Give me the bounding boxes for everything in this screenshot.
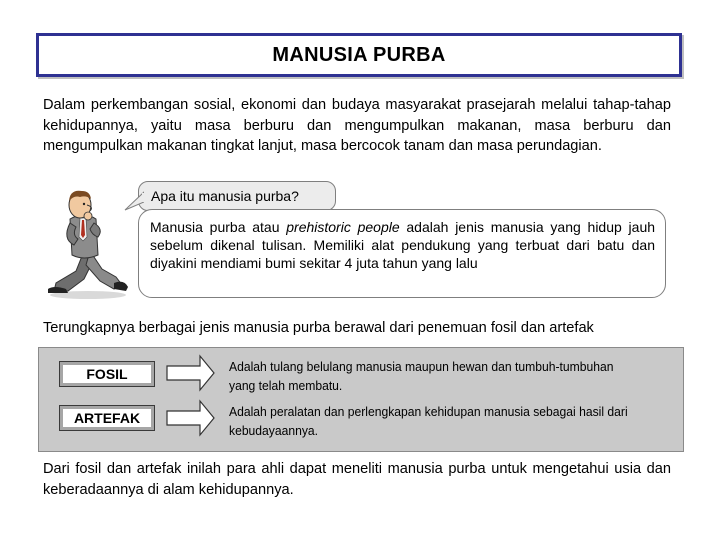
answer-text-end: adalah jenis manusia yang hidup jauh sebelum dikenal tulisan. Memiliki alat pendukung yang terbuat dari batu dan diyakini mendiami bumi sekitar 4 juta tahun yang lalu [150,219,656,271]
arrow-right-icon [166,399,216,437]
title-box [36,33,682,77]
fosil-term: FOSIL [86,366,128,382]
fosil-definition: Adalah tulang belulang manusia maupun hewan dan tumbuh-tumbuhan yang telah membatu. [229,359,614,393]
arrow-right-icon [166,354,216,392]
artefak-term: ARTEFAK [73,410,141,426]
question-bubble [138,181,336,211]
intro-paragraph: Dalam perkembangan sosial, ekonomi dan budaya masyarakat prasejarah melalui tahap-tahap kehidupannya, yaitu masa berburu dan mengumpulkan makanan, masa berburu dan mengumpulkan makanan tingkat lanjut, masa bercocok tanam dan masa perundagian. [43,97,671,154]
artefak-term-box [59,405,155,431]
conclusion-paragraph: Dari fosil dan artefak inilah para ahli dapat meneliti manusia purba untuk mengetahui usia dan keberadaannya di alam kehidupannya. [43,461,671,498]
speech-tail-icon [124,190,144,212]
fosil-term-box [59,361,155,387]
answer-term: prehistoric people [286,219,400,235]
artefak-definition: Adalah peralatan dan perlengkapan kehidupan manusia sebagai hasil dari kebudayaannya. [229,404,628,438]
thinking-man-illustration [40,185,132,300]
page-title: MANUSIA PURBA [272,43,446,66]
answer-text-start: Manusia purba atau [150,219,287,235]
answer-bubble [138,209,666,298]
discovery-paragraph: Terungkapnya berbagai jenis manusia purba berawal dari penemuan fosil dan artefak [43,320,594,336]
question-text: Apa itu manusia purba? [151,188,299,204]
